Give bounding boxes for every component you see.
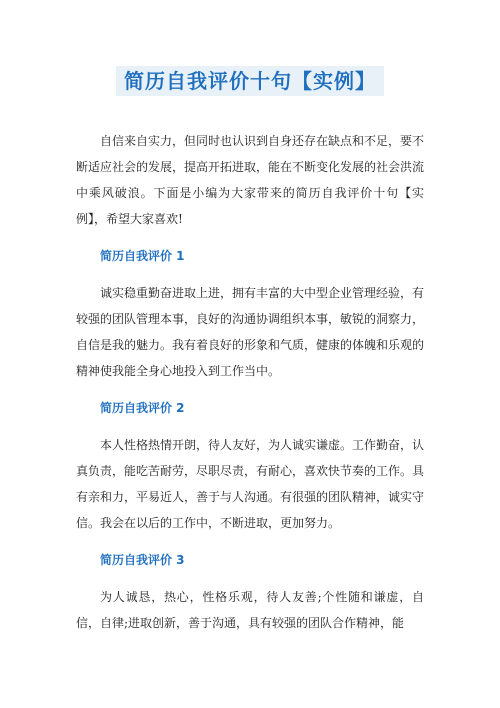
section-text-3: 为人诚恳，热心，性格乐观，待人友善;个性随和谦虚，自信，自律;进取创新，善于沟通，具有较强的团队合作精神，能 xyxy=(76,590,424,630)
title-wrap xyxy=(0,66,500,96)
page-title: 简历自我评价十句【实例】 xyxy=(116,66,384,96)
intro-paragraph: 自信来自实力，但同时也认识到自身还存在缺点和不足，要不断适应社会的发展，提高开拓进取，能在不断变化发展的社会洪流中乘风破浪。下面是小编为大家带来的简历自我评价十句【实例】，希望大家喜欢! xyxy=(76,134,425,226)
article-body xyxy=(76,128,424,650)
section-heading-2: 简历自我评价 2 xyxy=(100,401,185,415)
section-heading-3: 简历自我评价 3 xyxy=(100,553,185,567)
section-text-1: 诚实稳重勤奋进取上进，拥有丰富的大中型企业管理经验，有较强的团队管理本事，良好的沟通协调组织本事，敏锐的洞察力，自信是我的魅力。我有着良好的形象和气质，健康的体魄和乐观的精神使我能全身心地投入到工作当中。 xyxy=(76,286,425,378)
section-heading-1: 简历自我评价 1 xyxy=(100,249,185,263)
section-text-2: 本人性格热情开朗，待人友好，为人诚实谦虚。工作勤奋，认真负责，能吃苦耐劳，尽职尽责，有耐心，喜欢快节奏的工作。具有亲和力，平易近人，善于与人沟通。有很强的团队精神，诚实守信。我会在以后的工作中，不断进取，更加努力。 xyxy=(76,438,425,530)
